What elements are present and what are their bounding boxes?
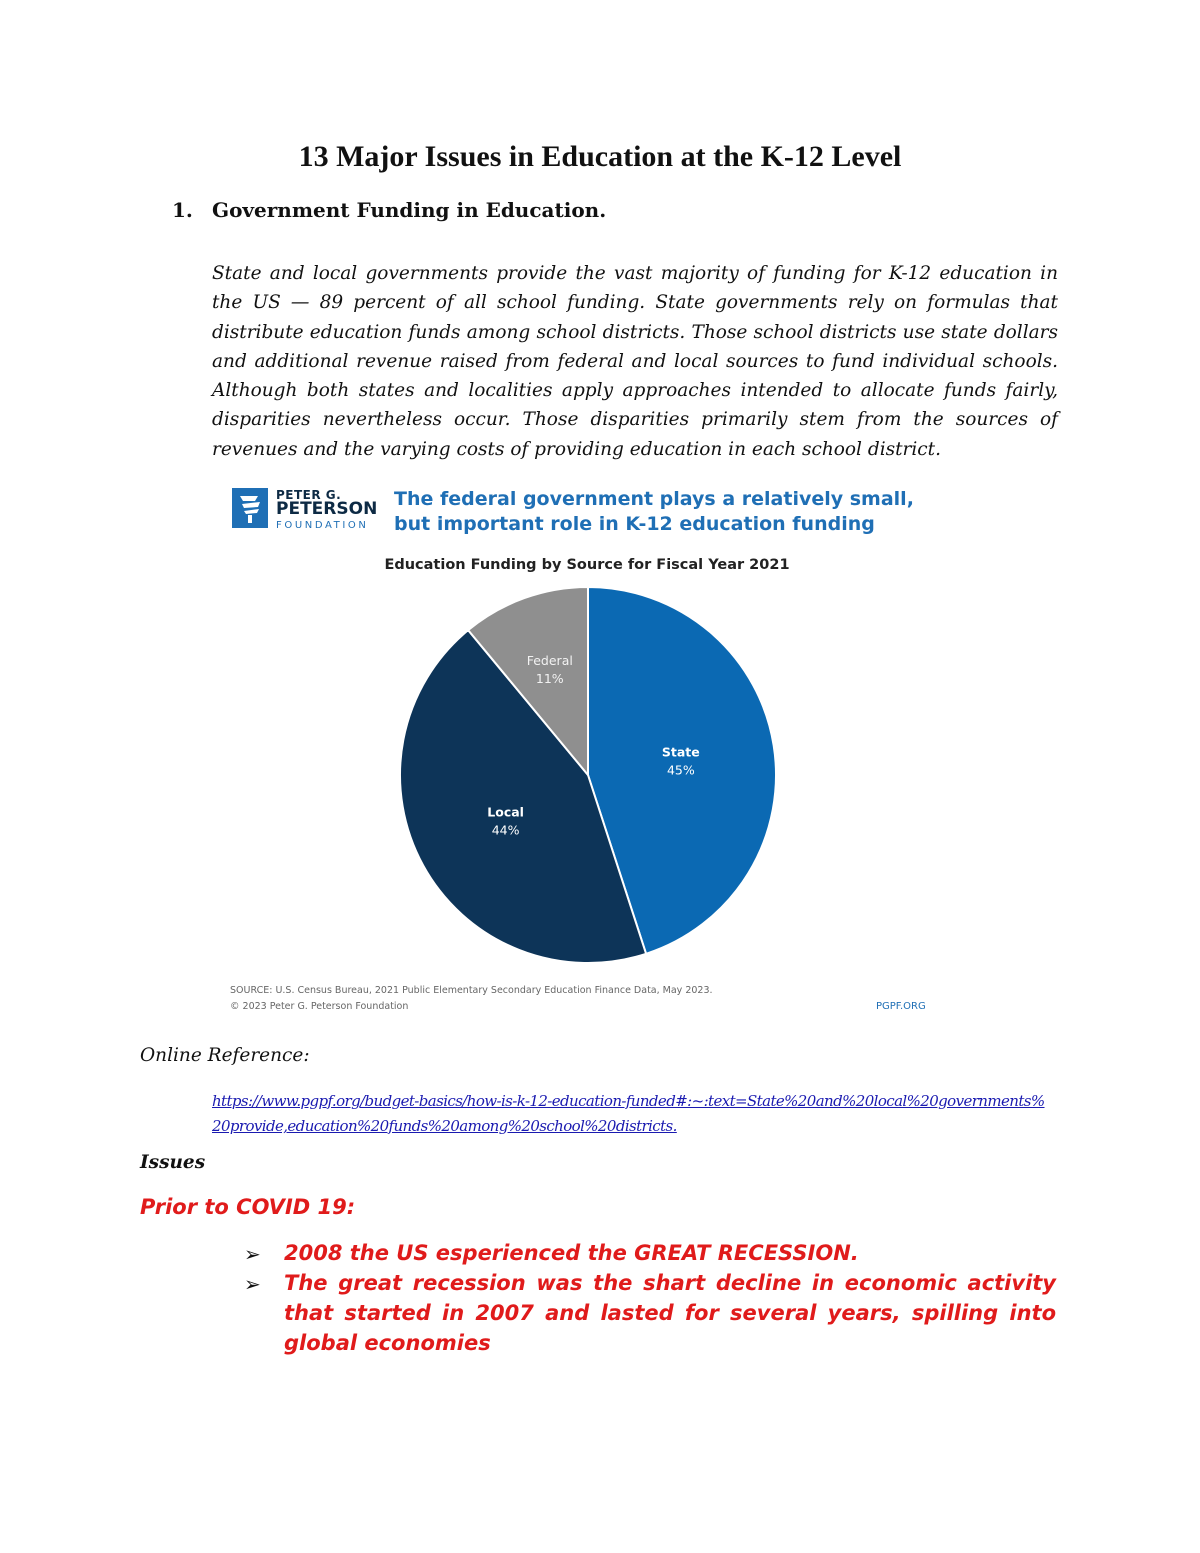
pie-value-state: 45% — [666, 762, 695, 778]
logo-text-line1: PETER G. — [276, 488, 342, 502]
figure-copyright: © 2023 Peter G. Peterson Foundation — [230, 1001, 409, 1012]
bullet-item — [244, 1238, 1056, 1268]
funding-figure — [222, 480, 967, 1025]
page-title: 13 Major Issues in Education at the K-12 Level — [298, 140, 902, 173]
body-paragraph: State and local governments provide the vast majority of funding for K-12 education in the US — 89 percent of all school funding. State governments rely on formulas that distribute education funds among school districts. Those school districts use state dollars and additional revenue raised from federal and local sources to fund individual schools. Although both states and localities apply approaches intended to allocate funds fairly, disparities nevertheless occur. Those disparities primarily stem from the sources of revenues and the varying costs of providing education in each school district. — [212, 263, 1058, 460]
logo-text-line2: PETERSON — [276, 499, 378, 519]
prior-covid-heading: Prior to COVID 19: — [140, 1195, 356, 1219]
bullet-list — [244, 1238, 1056, 1358]
arrow-bullet-icon: ➢ — [244, 1272, 261, 1296]
figure-headline: The federal government plays a relatively small, but important role in K-12 education funding — [394, 488, 914, 535]
section-number: 1. — [172, 198, 193, 222]
section-heading-text: Government Funding in Education. — [212, 198, 607, 222]
issues-heading: Issues — [140, 1152, 206, 1173]
pie-value-federal: 11% — [535, 670, 564, 686]
pie-chart — [222, 480, 967, 1025]
section-heading — [172, 198, 606, 222]
pie-label-state: State — [661, 744, 700, 760]
reference-link[interactable]: https://www.pgpf.org/budget-basics/how-is-k-12-education-funded#:~:text=State%20and%20local%20governments%20provide,education%20funds%20among%20school%20districts. — [212, 1092, 1045, 1135]
chart-title: Education Funding by Source for Fiscal Year 2021 — [384, 557, 790, 573]
reference-label: Online Reference: — [140, 1045, 310, 1066]
figure-source: SOURCE: U.S. Census Bureau, 2021 Public Elementary Secondary Education Finance Data, May 2023. — [230, 985, 713, 996]
arrow-bullet-icon: ➢ — [244, 1242, 261, 1266]
pie-label-federal: Federal — [526, 652, 573, 668]
logo-text-line3: FOUNDATION — [276, 520, 369, 531]
figure-site: PGPF.ORG — [876, 1001, 926, 1012]
bullet-text: The great recession was the shart decline in economic activity that started in 2007 and lasted for several years, spilling into global economies — [284, 1271, 1056, 1355]
bullet-item — [244, 1268, 1056, 1358]
pie-label-local: Local — [487, 804, 524, 820]
pie-value-local: 44% — [491, 822, 520, 838]
bullet-text: 2008 the US esperienced the GREAT RECESSION. — [284, 1241, 859, 1265]
